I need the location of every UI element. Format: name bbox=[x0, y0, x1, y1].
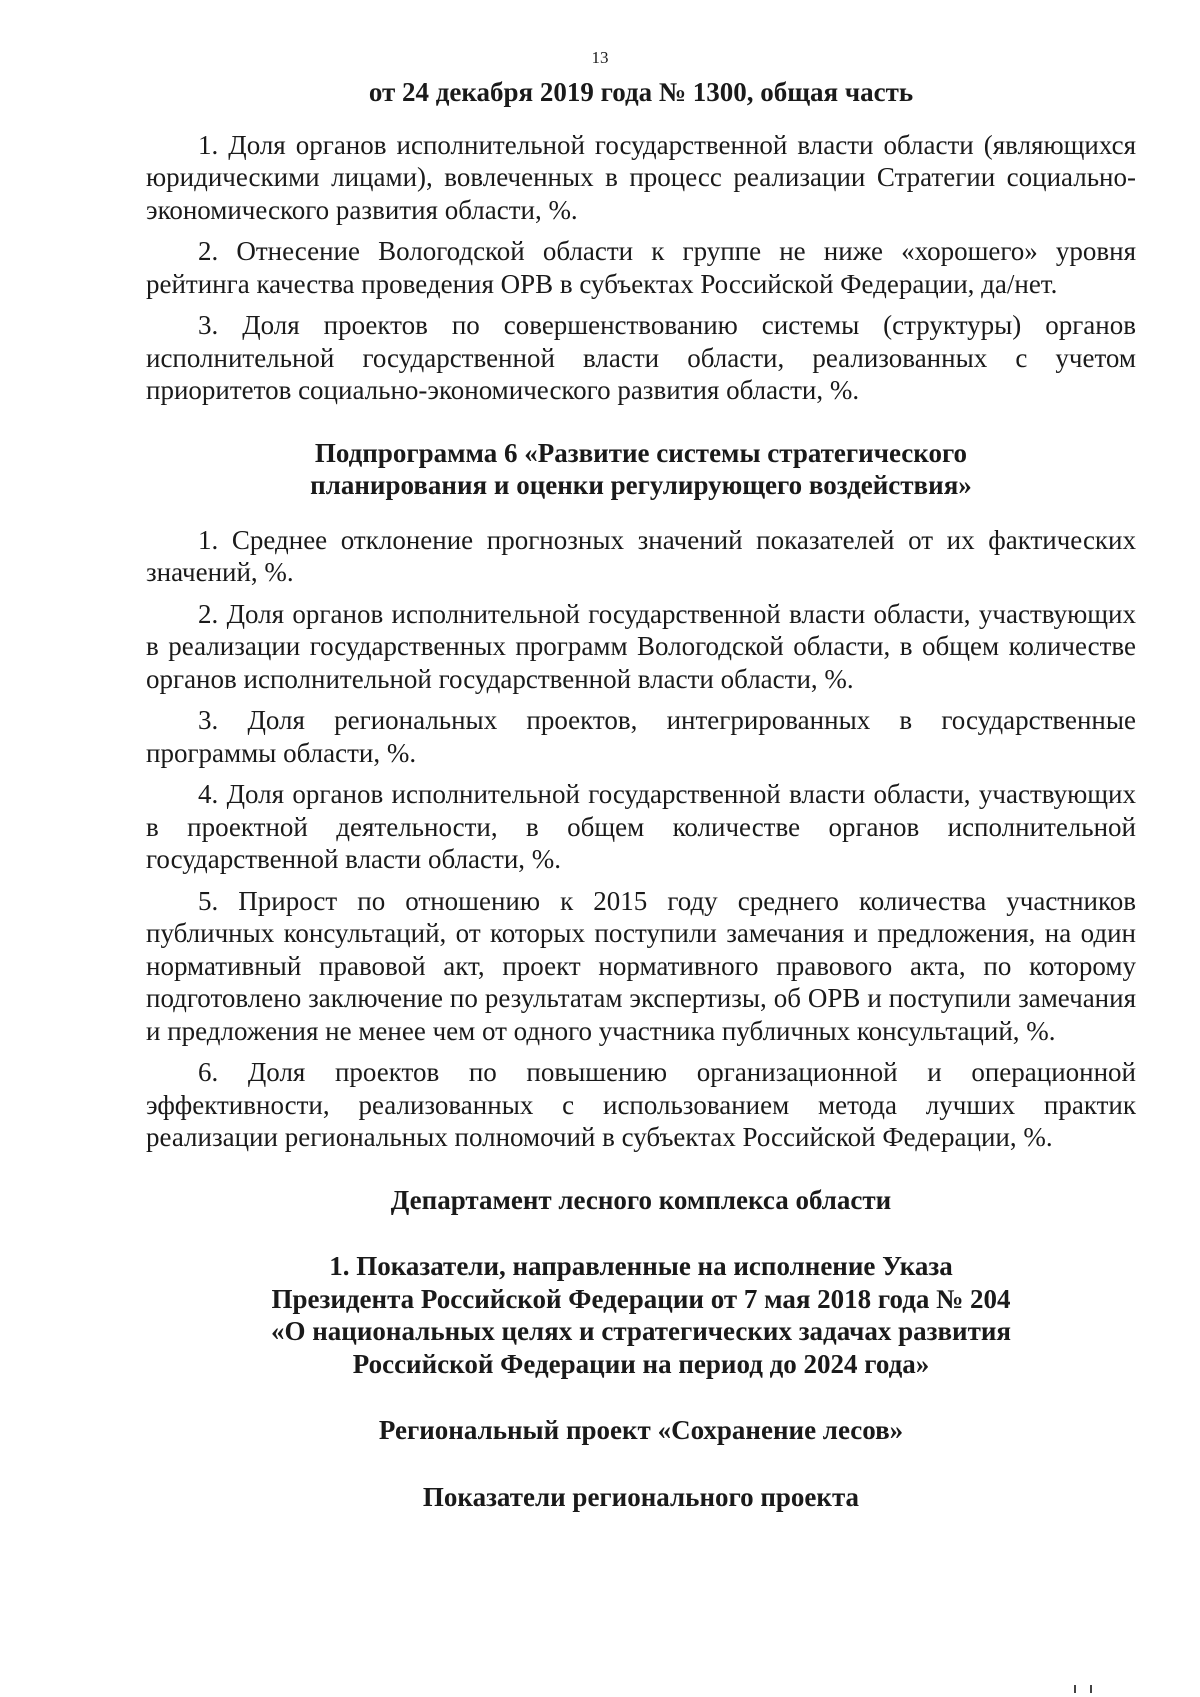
subprogram6-title-line1: Подпрограмма 6 «Развитие системы стратегического bbox=[314, 437, 968, 468]
general-item-3: 3. Доля проектов по совершенствованию системы (структуры) органов исполнительной государственной власти области, реализованных с учетом приоритетов социально-экономического развития области, %. bbox=[146, 310, 1136, 405]
general-item-2: 2. Отнесение Вологодской области к группе не ниже «хорошего» уровня рейтинга качества проведения ОРВ в субъектах Российской Федерации, да/нет. bbox=[146, 236, 1136, 299]
subprogram6-item-3: 3. Доля региональных проектов, интегрированных в государственные программы области, %. bbox=[146, 705, 1136, 768]
department-heading: Департамент лесного комплекса области bbox=[390, 1184, 892, 1215]
page-number: 13 bbox=[591, 48, 609, 67]
subprogram6-title-line2: планирования и оценки регулирующего воздействия» bbox=[310, 470, 972, 500]
scan-edge-mark bbox=[1074, 1685, 1092, 1693]
subprogram6-item-6: 6. Доля проектов по повышению организационной и операционной эффективности, реализованных с использованием метода лучших практик реализации региональных полномочий в субъектах Российской Федерации, %. bbox=[146, 1057, 1136, 1152]
subprogram6-item-1: 1. Среднее отклонение прогнозных значений показателей от их фактических значений, %. bbox=[146, 524, 1136, 587]
indicators-heading: Показатели регионального проекта bbox=[422, 1481, 860, 1512]
decree-heading-line1: 1. Показатели, направленные на исполнение Указа bbox=[329, 1251, 953, 1281]
subprogram6-item-5: 5. Прирост по отношению к 2015 году среднего количества участников публичных консультаций, от которых поступили замечания и предложения, на один нормативный правовой акт, проект нормативного правового акта, по которому подготовлено заключение по результатам экспертизы, об ОРВ и поступили замечания и предложения не менее чем от одного участника публичных консультаций, %. bbox=[146, 885, 1136, 1046]
decree-heading-line4: Российской Федерации на период до 2024 года» bbox=[352, 1348, 930, 1379]
general-item-1: 1. Доля органов исполнительной государственной власти области (являющихся юридическими лицами), вовлеченных в процесс реализации Стратегии социально-экономического развития области, %. bbox=[146, 129, 1136, 225]
decree-heading-line2: Президента Российской Федерации от 7 мая 2018 года № 204 bbox=[271, 1283, 1011, 1314]
subprogram6-item-4: 4. Доля органов исполнительной государственной власти области, участвующих в проектной деятельности, в общем количестве органов исполнительной государственной власти области, %. bbox=[146, 779, 1136, 874]
document-body bbox=[146, 76, 1136, 1513]
regional-project-heading: Региональный проект «Сохранение лесов» bbox=[378, 1415, 904, 1445]
decree-heading bbox=[146, 1250, 1136, 1380]
subprogram6-heading bbox=[146, 437, 1136, 502]
decree-heading-line3: «О национальных целях и стратегических задачах развития bbox=[270, 1316, 1012, 1346]
subprogram6-item-2: 2. Доля органов исполнительной государственной власти области, участвующих в реализации государственных программ Вологодской области, в общем количестве органов исполнительной государственной власти области, %. bbox=[146, 598, 1136, 694]
document-subtitle: от 24 декабря 2019 года № 1300, общая часть bbox=[368, 77, 914, 107]
